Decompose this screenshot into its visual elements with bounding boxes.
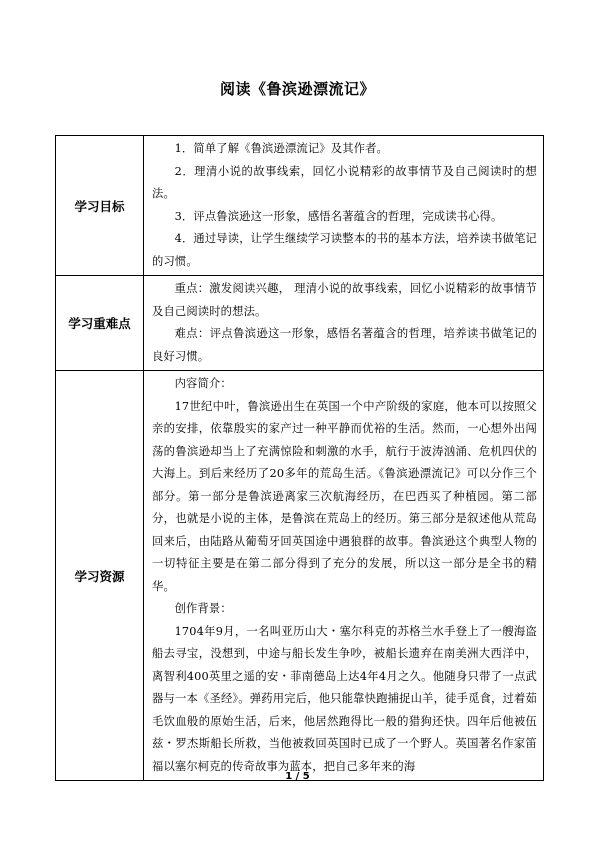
row-content-resources — [144, 371, 544, 781]
table-row-goals — [56, 136, 544, 276]
table-row-key-points — [56, 276, 544, 371]
lesson-table — [55, 135, 544, 781]
goal-item: 3．评点鲁滨逊这一形象，感悟名著蕴含的哲理，完成读书心得。 — [174, 209, 503, 223]
goal-item: 1．简单了解《鲁滨逊漂流记》及其作者。 — [174, 142, 388, 155]
resource-heading-summary: 内容简介： — [174, 377, 232, 390]
row-label-goals: 学习目标 — [56, 136, 144, 276]
row-content-key-points — [144, 276, 544, 371]
row-content-goals — [144, 136, 544, 276]
row-label-key-points: 学习重难点 — [56, 276, 144, 371]
row-label-resources: 学习资源 — [56, 371, 144, 781]
resource-paragraph-summary: 17世纪中叶，鲁滨逊出生在英国一个中产阶级的家庭，他本可以按照父亲的安排，依靠殷实的家产过一种平静而优裕的生活。然而，一心想外出闯荡的鲁滨逊却当上了充满惊险和刺激的水手，航行于波涛汹涌、危机四伏的大海上。到后来经历了20多年的荒岛生活。《鲁滨逊漂流记》可以分作三个部分。第一部分是鲁滨逊离家三次航海经历，在巴西买了种植园。第二部分，也就是小说的主体，是鲁滨在荒岛上的经历。第三部分是叙述他从荒岛回来后，由陆路从葡萄牙回英国途中遇狼群的故事。鲁滨逊这个典型人物的一切特征主要是在第二部分得到了充分的发展，所以这一部分是全书的精华。 — [152, 399, 537, 593]
resource-paragraph-background: 1704年9月，一名叫亚历山大・塞尔科克的苏格兰水手登上了一艘海盗船去寻宝，没想到，中途与船长发生争吵，被船长遗弃在南美洲大西洋中，离智利400英里之遥的安・菲南德岛上达4年4月之久。他随身只带了一点武器与一本《圣经》。弹药用完后，他只能靠快跑捕捉山羊，徒手觅食，过着茹毛饮血般的原始生活，后来，他居然跑得比一般的猎狗还快。四年后他被伍兹・罗杰斯船长所救，当他被救回英国时已成了一个野人。英国著名作家笛福以塞尔柯克的传奇故事为蓝本，把自己多年来的海 — [152, 624, 537, 773]
document-title: 阅读《鲁滨逊漂流记》 — [219, 80, 375, 98]
table-row-resources — [56, 371, 544, 781]
key-point-item: 难点：评点鲁滨逊这一形象，感悟名著蕴含的哲理，培养读书做笔记的良好习惯。 — [152, 327, 537, 363]
resource-heading-background: 创作背景： — [174, 602, 232, 615]
page-number: 1 / 5 — [285, 771, 310, 782]
goal-item: 2．理清小说的故事线索，回忆小说精彩的故事情节及自己阅读时的想法。 — [152, 164, 537, 200]
goal-item: 4．通过导读，让学生继续学习读整本的书的基本方法，培养读书做笔记的习惯。 — [152, 232, 537, 268]
key-point-item: 重点：激发阅读兴趣， 理清小说的故事线索，回忆小说精彩的故事情节及自己阅读时的想法。 — [152, 282, 537, 318]
